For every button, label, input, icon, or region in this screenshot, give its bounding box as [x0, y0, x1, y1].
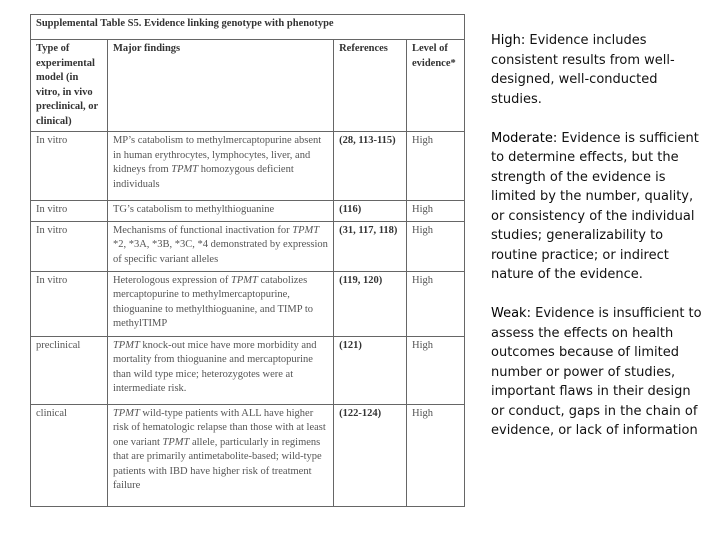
level-cell: High [407, 201, 465, 222]
references-cell: (121) [334, 336, 407, 404]
findings-text: wild-type patients with ALL have higher risk of hematologic relapse than those with at least one variant [112, 407, 326, 448]
findings-cell [107, 336, 333, 404]
header-findings: Major findings [107, 40, 333, 132]
level-cell: High [407, 336, 465, 404]
level-cell: High [407, 404, 465, 506]
model-cell: In vitro [31, 271, 108, 336]
table-row [31, 221, 465, 271]
findings-cell [107, 404, 333, 506]
findings-cell [107, 271, 333, 336]
table-row [31, 132, 465, 201]
legend-text: Evidence is insufficient to assess the effects on health outcomes because of limited number or power of studies, important flaws in their design or conduct, gaps in the chain of evidence, or lack of information [491, 306, 702, 438]
table-row [31, 201, 465, 222]
level-cell: High [407, 132, 465, 201]
table-row [31, 336, 465, 404]
references-cell: (122-124) [334, 404, 407, 506]
model-cell: In vitro [31, 132, 108, 201]
level-cell: High [407, 271, 465, 336]
level-cell: High [407, 221, 465, 271]
findings-text: knock-out mice have more morbidity and mortality from thioguanine and mercaptopurine than wild type mice; heterozygotes were at intermediate risk. [112, 339, 317, 394]
legend-text: Evidence includes consistent results from well-designed, well-conducted studies. [491, 33, 675, 107]
table-row [31, 404, 465, 506]
findings-text: TPMT [162, 436, 190, 448]
header-references: References [334, 40, 407, 132]
legend-term: Weak: [491, 306, 531, 321]
findings-text: TPMT [292, 224, 320, 236]
legend-term: High: [491, 33, 526, 48]
model-cell: preclinical [31, 336, 108, 404]
findings-text: TG’s catabolism to methylthioguanine [112, 204, 275, 215]
findings-text: homozygous deficient individuals [112, 164, 294, 190]
model-cell: In vitro [31, 201, 108, 222]
evidence-table [30, 14, 465, 507]
references-cell: (31, 117, 118) [334, 221, 407, 271]
findings-cell [107, 201, 333, 222]
findings-text: TPMT [171, 164, 199, 175]
findings-text: Mechanisms of functional inactivation for [112, 224, 293, 236]
evidence-level-legend [491, 31, 706, 460]
findings-text: TPMT [231, 274, 258, 286]
findings-text: Heterologous expression of [112, 274, 232, 286]
table-row [31, 271, 465, 336]
findings-text: MP’s catabolism to methylmercaptopurine absent in human erythrocytes, lymphocytes, liver, and kidneys from [112, 135, 322, 175]
header-model: Type of experimental model (in vitro, in vivo preclinical, or clinical) [31, 40, 108, 132]
findings-text: *2, *3A, *3B, *3C, *4 demonstrated by expression of specific variant alleles [112, 239, 328, 265]
legend-entry [491, 31, 706, 109]
findings-text: TPMT [112, 339, 140, 351]
findings-text: allele, particularly in regimens that are primarily antimetabolite-based; wild-type patients with IBD have higher risk of treatment failure [112, 436, 322, 491]
model-cell: In vitro [31, 221, 108, 271]
references-cell: (116) [334, 201, 407, 222]
legend-term: Moderate: [491, 130, 558, 146]
findings-text: catabolizes mercaptopurine to methylmercaptopurine, thioguanine to methylthioguanine, and TIMP to methylTIMP [112, 274, 313, 329]
model-cell: clinical [31, 404, 108, 506]
legend-entry [491, 304, 706, 441]
references-cell: (28, 113-115) [334, 132, 407, 201]
findings-text: TPMT [112, 407, 140, 419]
header-level: Level of evidence* [407, 40, 465, 132]
findings-cell [107, 221, 333, 271]
references-cell: (119, 120) [334, 271, 407, 336]
legend-entry [491, 129, 706, 285]
findings-cell [107, 132, 333, 201]
table-title: Supplemental Table S5. Evidence linking genotype with phenotype [31, 15, 465, 40]
legend-text: Evidence is sufficient to determine effects, but the strength of the evidence is limited by the number, quality, or consistency of the individual studies; generalizability to routine practice; or indirect nature of the evidence. [491, 130, 699, 282]
